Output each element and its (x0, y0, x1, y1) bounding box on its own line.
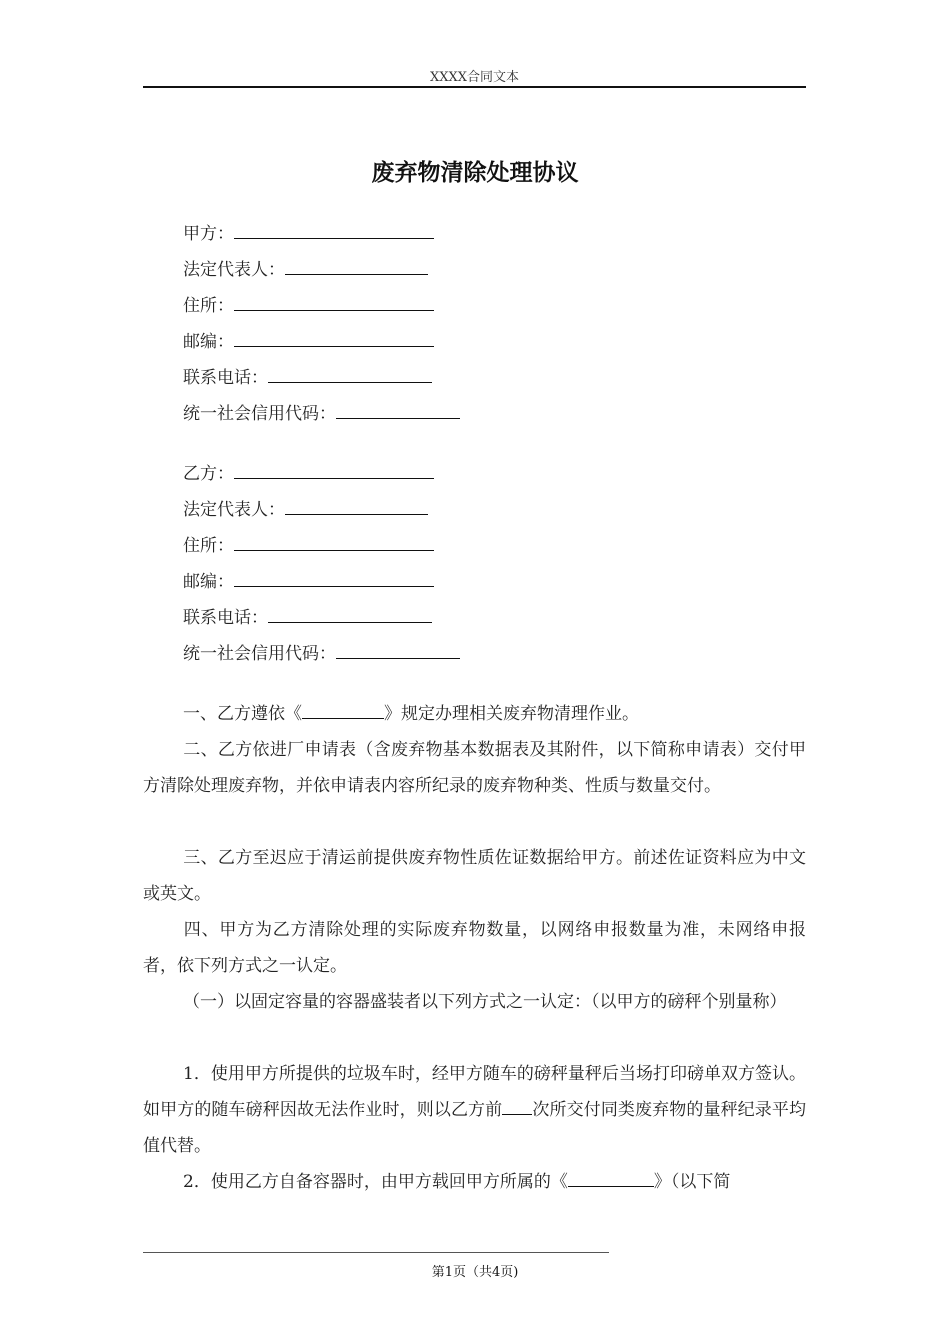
field-label: 住所： (183, 296, 234, 316)
clause-4-1-2 (143, 1164, 806, 1200)
party-a-phone-field (183, 364, 432, 390)
party-a-address-field (183, 292, 434, 318)
fill-blank (336, 400, 460, 419)
field-label: 法定代表人： (183, 260, 285, 280)
clause-text: 1．使用甲方所提供的垃圾车时，经甲方随车的磅秤量秤后当场打印磅单双方签认。如甲方的随车磅秤因故无法作业时，则以乙方前 (143, 1064, 806, 1120)
fill-blank (234, 460, 434, 479)
clause-text: 》规定办理相关废弃物清理作业。 (384, 704, 639, 724)
field-label: 联系电话： (183, 608, 268, 628)
fill-blank (234, 568, 434, 587)
fill-blank (268, 604, 432, 623)
clause-text: 次所交付同类废弃物的量秤纪录平均值代替。 (143, 1100, 807, 1156)
footer-divider (143, 1252, 609, 1253)
party-b-postcode-field (183, 568, 434, 594)
field-label: 联系电话： (183, 368, 268, 388)
party-b-phone-field (183, 604, 432, 630)
fill-blank (302, 702, 384, 719)
clause-2 (143, 732, 806, 804)
field-label: 乙方： (183, 464, 234, 484)
clause-4 (143, 912, 806, 984)
clause-text: 一、乙方遵依《 (183, 704, 302, 724)
party-b-name-field (183, 460, 434, 486)
fill-blank (234, 328, 434, 347)
field-label: 法定代表人： (183, 500, 285, 520)
party-b-representative-field (183, 496, 428, 522)
clause-text: 四、甲方为乙方清除处理的实际废弃物数量，以网络申报数量为准，未网络申报者，依下列方式之一认定。 (143, 920, 806, 976)
field-label: 统一社会信用代码： (183, 644, 336, 664)
fill-blank (568, 1170, 654, 1187)
fill-blank (234, 292, 434, 311)
clause-4-1 (143, 984, 806, 1020)
field-label: 统一社会信用代码： (183, 404, 336, 424)
party-b-address-field (183, 532, 434, 558)
page-number: 第1页（共4页) (431, 1265, 519, 1280)
field-label: 甲方： (183, 224, 234, 244)
fill-blank (285, 256, 428, 275)
fill-blank (268, 364, 432, 383)
fill-blank (285, 496, 428, 515)
document-title: 废弃物清除处理协议 (371, 160, 579, 186)
party-a-postcode-field (183, 328, 434, 354)
field-label: 邮编： (183, 332, 234, 352)
fill-blank (234, 220, 434, 239)
party-a-credit-code-field (183, 400, 460, 426)
clause-text: 2．使用乙方自备容器时，由甲方载回甲方所属的《 (183, 1172, 568, 1192)
clause-3 (143, 840, 806, 912)
field-label: 住所： (183, 536, 234, 556)
clause-text: 三、乙方至迟应于清运前提供废弃物性质佐证数据给甲方。前述佐证资料应为中文或英文。 (143, 848, 806, 904)
fill-blank (336, 640, 460, 659)
party-a-representative-field (183, 256, 428, 282)
clause-text: 二、乙方依进厂申请表（含废弃物基本数据表及其附件，以下简称申请表）交付甲方清除处理废弃物，并依申请表内容所纪录的废弃物种类、性质与数量交付。 (143, 740, 806, 796)
clause-text: 》（以下简 (653, 1172, 731, 1192)
party-a-name-field (183, 220, 434, 246)
clause-1 (143, 696, 806, 732)
fill-blank (502, 1098, 532, 1115)
header-divider (143, 86, 806, 88)
fill-blank (234, 532, 434, 551)
field-label: 邮编： (183, 572, 234, 592)
clause-4-1-1 (143, 1056, 806, 1164)
clause-text: （一）以固定容量的容器盛装者以下列方式之一认定：（以甲方的磅秤个别量称） (183, 992, 787, 1012)
page-header: XXXX合同文本 (429, 70, 520, 85)
party-b-credit-code-field (183, 640, 460, 666)
